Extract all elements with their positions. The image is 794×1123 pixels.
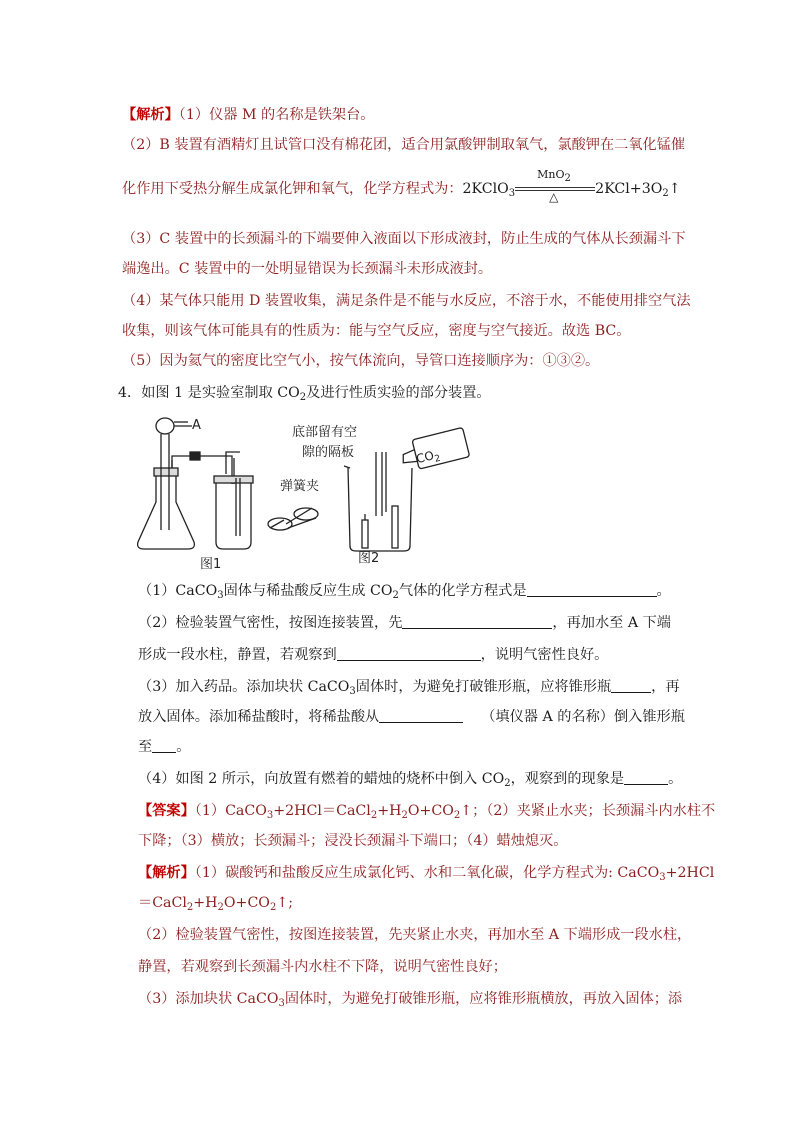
analysis2-tag: 【解析】	[138, 865, 195, 881]
beaker	[348, 468, 412, 551]
analysis2-line-4: 静置，若观察到长颈漏斗内水柱不下降，说明气密性良好；	[138, 959, 507, 975]
answer-tag: 【答案】	[138, 803, 195, 819]
answer-line-1: 【答案】$(1)CaCO_3+2HCl=CaCl_2+H_2O+CO_2↑$；（2）夹紧止水夹；长颈漏斗内水柱不	[138, 803, 716, 821]
answer-blank-5[interactable]	[379, 708, 463, 723]
analysis-line-6: （4）某气体只能用 D 装置收集，满足条件是不能与水反应，不溶于水，不能使用排空气法	[122, 293, 691, 309]
analysis-line-4: （3）C 装置中的长颈漏斗的下端要伸入液面以下形成液封，防止生成的气体从长颈漏斗下	[122, 231, 686, 247]
analysis-line-2: （2）B 装置有酒精灯且试管口没有棉花团，适合用氯酸钾制取氧气，氯酸钾在二氧化锰催	[122, 137, 686, 153]
partition-label-1: 底部留有空	[292, 425, 358, 440]
analysis-line-1: 【解析】（1）仪器 M 的名称是铁架台。	[122, 107, 375, 123]
answer-blank-4[interactable]	[611, 678, 651, 693]
gas-bottle	[216, 480, 251, 549]
question-4-part-3a: （3）加入药品。添加块状 CaCO$_3$固体时，为避免打破锥形瓶，应将锥形瓶 ，再	[138, 679, 680, 697]
analysis2-line-1: 【解析】（1）碳酸钙和盐酸反应生成氯化钙、水和二氧化碳，化学方程式为: CaCO$_3$+2HCl	[138, 865, 715, 883]
question-4-stem: 4．如图 1 是实验室制取 $CO_2$及进行性质实验的部分装置。	[118, 385, 491, 403]
apparatus-figure	[130, 412, 480, 572]
candle-1	[362, 520, 368, 548]
analysis-line-8: （5）因为氦气的密度比空气小，按气体流向，导管口连接顺序为：①③②。	[122, 353, 600, 369]
question-4-part-3c: 至 。	[138, 739, 191, 755]
candle-2	[392, 506, 398, 548]
co2-bottle-label: $CO_2$	[414, 448, 442, 467]
answer-blank-7[interactable]	[624, 770, 668, 785]
analysis-tag: 【解析】	[122, 107, 179, 123]
label-a: A	[192, 418, 201, 433]
partition-label-2: 隙的隔板	[302, 445, 355, 460]
question-4-part-4: （4）如图 2 所示，向放置有燃着的蜡烛的烧杯中倒入 $CO_2$，观察到的现象是 。	[138, 771, 683, 789]
erlenmeyer-flask	[138, 476, 195, 549]
spring-clip-drawing	[268, 508, 318, 530]
heat-symbol: △	[549, 190, 559, 204]
analysis2-line-5: （3）添加块状 CaCO$_3$固体时，为避免打破锥形瓶，应将锥形瓶横放，再放入固体；添	[138, 991, 683, 1009]
analysis-line-7: 收集，则该气体可能具有的性质为：能与空气反应，密度与空气接近。故选 BC。	[122, 323, 631, 339]
rubber-stopper	[154, 468, 178, 476]
reaction-condition: MnO$_2$ △	[515, 178, 595, 200]
answer-blank-6[interactable]	[152, 738, 176, 753]
answer-line-2: 下降；（3）横放；长颈漏斗；浸没长颈漏斗下端口；（4）蜡烛熄灭。	[138, 833, 568, 849]
analysis-line-3: 化作用下受热分解生成氯化钾和氧气，化学方程式为：2KClO$_3$ MnO$_2$ △ $2KCl+3O_2↑$	[122, 168, 681, 204]
analysis2-line-3: （2）检验装置气密性，按图连接装置，先夹紧止水夹，再加水至 A 下端形成一段水柱，	[138, 927, 692, 943]
funnel-bulb	[156, 418, 174, 434]
question-4-part-1: （1）CaCO$_3$固体与稀盐酸反应生成 $CO_2$气体的化学方程式是 。	[138, 583, 671, 601]
question-4-part-2a: （2）检验装置气密性，按图连接装置，先 ，再加水至 A 下端	[138, 615, 671, 631]
spring-clip-label: 弹簧夹	[280, 479, 320, 494]
answer-blank-1[interactable]	[527, 582, 657, 597]
analysis-line-5: 端逸出。C 装置中的一处明显错误为长颈漏斗未形成液封。	[122, 261, 493, 277]
figure-1-caption: 图1	[200, 557, 222, 572]
answer-blank-3[interactable]	[337, 646, 481, 661]
analysis2-line-2: $=CaCl_2+H_2O+CO_2↑$;	[138, 895, 293, 913]
tube-clip	[190, 452, 200, 460]
figure-2-caption: 图2	[358, 551, 380, 566]
question-4-part-2b: 形成一段水柱，静置，若观察到 ，说明气密性良好。	[138, 647, 609, 663]
answer-blank-2[interactable]	[402, 614, 552, 629]
question-4-part-3b: 放入固体。添加稀盐酸时，将稀盐酸从 （填仪器 A 的名称）倒入锥形瓶	[138, 709, 685, 725]
